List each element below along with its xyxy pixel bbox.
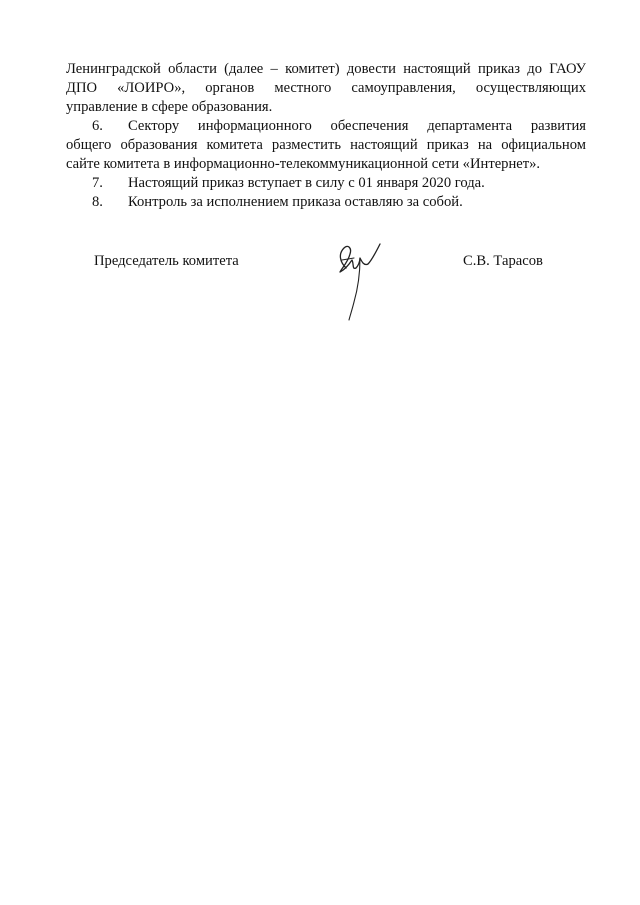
text-line: общего образования комитета разместить настоящий приказ на официальном [66,137,586,153]
paragraph-number: 6. [92,118,103,134]
paragraph-item-6 [66,117,586,174]
text-line [66,193,586,212]
text-line-content: Контроль за исполнением приказа оставляю за собой. [128,194,463,210]
text-line: управление в сфере образования. [66,99,273,115]
document-body [66,60,586,212]
paragraph-item-7 [66,174,586,193]
text-line: ДПО «ЛОИРО», органов местного самоуправления, осуществляющих [66,80,586,96]
text-line: Ленинградской области (далее – комитет) довести настоящий приказ до ГАОУ [66,61,586,77]
text-line [66,174,586,193]
paragraph-number: 8. [92,194,103,210]
text-line-content: Сектору информационного обеспечения департамента развития [128,118,586,134]
handwritten-signature [330,238,390,322]
signatory-name: С.В. Тарасов [463,253,543,269]
paragraph-item-8 [66,193,586,212]
text-line: сайте комитета в информационно-телекоммуникационной сети «Интернет». [66,156,541,172]
signatory-position: Председатель комитета [94,253,239,269]
paragraph-continuation [66,60,586,117]
paragraph-number: 7. [92,175,103,191]
text-line [66,117,586,136]
text-line-content: Настоящий приказ вступает в силу с 01 января 2020 года. [128,175,485,191]
